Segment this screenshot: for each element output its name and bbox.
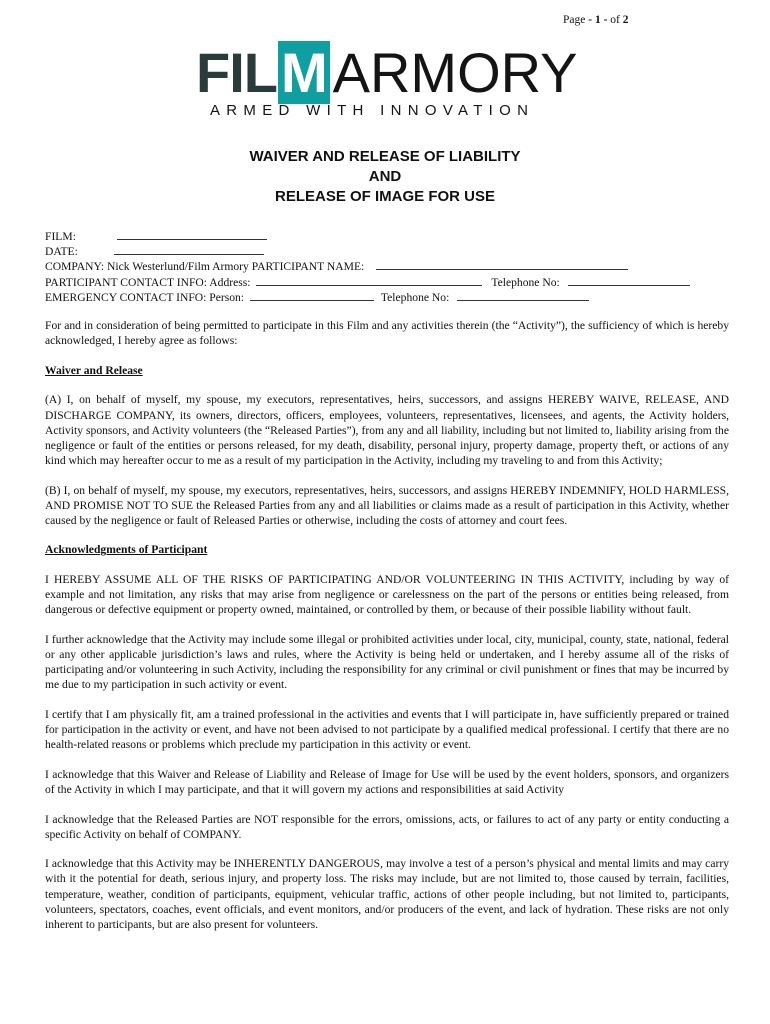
emergency-person-blank[interactable]: [250, 290, 374, 301]
emergency-contact-row: [45, 290, 735, 305]
acknowledgment-paragraph-1: I HEREBY ASSUME ALL OF THE RISKS OF PARTICIPATING AND/OR VOLUNTEERING IN THIS ACTIVITY, including by way of example and not limitation, any risks that may arise from negligence or carelessness on the part of the persons or entities being released, from dangerous or defective equipment or property owned, maintained, or controlled by them, or because of their possible liability without fault.: [45, 573, 729, 617]
company-text: COMPANY: Nick Westerlund/Film Armory PARTICIPANT NAME:: [45, 260, 365, 274]
emergency-telephone-label: Telephone No:: [380, 290, 450, 304]
waiver-paragraph-b: (B) I, on behalf of myself, my spouse, my executors, representatives, heirs, successors, and assigns HEREBY INDEMNIFY, HOLD HARMLESS, AND PROMISE NOT TO SUE the Released Parties from any and all liabilities or claims made as a result of participation in this Activity, whether caused by the negligence or fault of Released Parties or otherwise, including the costs of attorney and court fees.: [45, 483, 729, 527]
telephone-label: Telephone No:: [491, 275, 560, 289]
date-blank[interactable]: [114, 244, 264, 255]
film-armory-logo: [196, 41, 578, 124]
company-row: [45, 259, 735, 274]
acknowledgment-paragraph-6: I acknowledge that this Activity may be INHERENTLY DANGEROUS, may involve a test of a person’s physical and mental limits and may carry with it the potential for death, serious injury, and property loss. The risks may include, but are not limited to, those caused by terrain, facilities, temperature, weather, condition of participants, equipment, vehicular traffic, actions of other people including, but not limited to, participants, volunteers, spectators, coaches, event officials, and event monitors, and/or producers of the event, and lack of hydration. These risks are not only inherent to participants, but are also present for volunteers.: [45, 857, 729, 931]
acknowledgment-paragraph-5: I acknowledge that the Released Parties are NOT responsible for the errors, omissions, acts, or failures to act of any party or entity conducting a specific Activity on behalf of COMPANY.: [45, 812, 729, 841]
page-number: [563, 14, 629, 26]
title-line-2: AND: [368, 168, 402, 185]
telephone-blank[interactable]: [568, 275, 690, 286]
participant-contact-label: PARTICIPANT CONTACT INFO: Address:: [45, 275, 251, 289]
title-line-1: WAIVER AND RELEASE OF LIABILITY: [249, 148, 521, 165]
logo-armory-text: ARMORY: [332, 41, 578, 104]
participant-name-blank[interactable]: [376, 259, 628, 270]
logo-m-block: M: [278, 41, 330, 104]
waiver-paragraph-a: (A) I, on behalf of myself, my spouse, my executors, representatives, heirs, successors, and assigns HEREBY WAIVE, RELEASE, AND DISCHARGE COMPANY, its owners, directors, officers, employees, volunteers, representatives, licensees, and agents, the Activity holders, Activity sponsors, and Activity volunteers (the “Released Parties”), from any and all liability, including but not limited to, liability arising from the negligence or fault of the entities or persons released, for my death, disability, personal injury, property damage, property theft, or actions of any kind which may hereafter occur to me as a result of my participation in the Activity, including my traveling to and from this Activity;: [45, 393, 729, 467]
date-row: [45, 244, 735, 259]
page-prefix: Page: [563, 14, 589, 26]
waiver-heading: Waiver and Release: [45, 363, 143, 377]
address-blank[interactable]: [256, 275, 482, 286]
page-total: 2: [622, 14, 629, 26]
logo-film-text: FIL: [196, 41, 277, 104]
document-body: [45, 318, 729, 946]
page-current: - 1 -: [588, 14, 608, 26]
acknowledgment-paragraph-2: I further acknowledge that the Activity may include some illegal or prohibited activities under local, city, municipal, county, state, national, federal or any other applicable jurisdiction’s laws and rules, where the Activity is being held or undertaken, and I hereby assume all of the risks of participating and/or volunteering in such Activity, including the responsibility for any criminal or civil punishment or fines that may be incurred by me due to my participation in such activity or event.: [45, 632, 729, 692]
film-blank[interactable]: [117, 229, 267, 240]
acknowledgment-paragraph-4: I acknowledge that this Waiver and Release of Liability and Release of Image for Use will be used by the event holders, sponsors, and organizers of the Activity in which I may participate, and that it will govern my actions and responsibilities at said Activity: [45, 767, 729, 796]
intro-paragraph: For and in consideration of being permitted to participate in this Film and any activities therein (the “Activity”), the sufficiency of which is hereby acknowledged, I hereby agree as follows:: [45, 319, 729, 348]
acknowledgments-heading: Acknowledgments of Participant: [45, 543, 208, 557]
logo-tagline: ARMED WITH INNOVATION: [210, 102, 535, 119]
form-fields: [45, 229, 735, 305]
film-row: [45, 229, 735, 244]
emergency-telephone-blank[interactable]: [457, 290, 589, 301]
logo-wordmark: [196, 41, 578, 104]
page-of: of: [607, 14, 623, 26]
emergency-contact-label: EMERGENCY CONTACT INFO: Person:: [45, 290, 245, 304]
title-line-3: RELEASE OF IMAGE FOR USE: [274, 188, 496, 205]
film-label: FILM:: [45, 230, 76, 243]
date-label: DATE:: [45, 245, 78, 259]
participant-contact-row: [45, 275, 735, 290]
document-title: [0, 147, 770, 207]
acknowledgment-paragraph-3: I certify that I am physically fit, am a trained professional in the activities and events that I will participate in, have sufficiently prepared or trained for participation in the activity or event, and have not been advised to not participate by a qualified medical professional. I certify that there are no health-related reasons or problems which preclude my participation in this activity or event.: [45, 707, 729, 752]
